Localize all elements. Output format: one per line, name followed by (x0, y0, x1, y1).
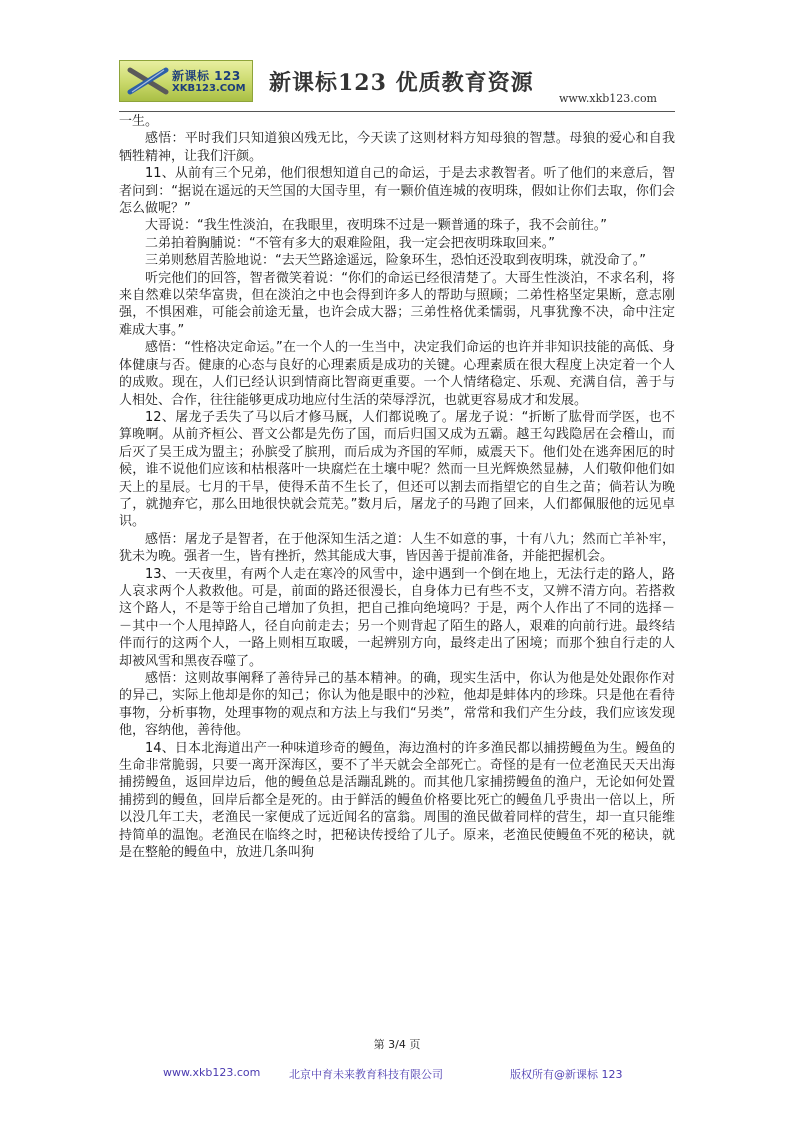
document-body (119, 113, 675, 861)
paragraph: 一生。 (119, 114, 159, 129)
paragraph: 感悟：这则故事阐释了善待异己的基本精神。的确，现实生活中，你认为他是处处跟你作对的异己，实际上他却是你的知己；你认为他是眼中的沙粒，他却是蚌体内的珍珠。只是他在看待事物，分析事物，处理事物的观点和方法上与我们“另类”，常常和我们产生分歧，我们应该发现他，容纳他，善待他。 (119, 671, 675, 739)
paragraph: 14、日本北海道出产一种味道珍奇的鳗鱼，海边渔村的许多渔民都以捕捞鳗鱼为生。鳗鱼的生命非常脆弱，只要一离开深海区，要不了半天就会全部死亡。奇怪的是有一位老渔民天天出海捕捞鳗鱼，返回岸边后，他的鳗鱼总是活蹦乱跳的。而其他几家捕捞鳗鱼的渔户，无论如何处置捕捞到的鳗鱼，回岸后都全是死的。由于鲜活的鳗鱼价格要比死亡的鳗鱼几乎贵出一倍以上，所以没几年工夫，老渔民一家便成了远近闻名的富翁。周围的渔民做着同样的营生，却一直只能维持简单的温饱。老渔民在临终之时，把秘诀传授给了儿子。原来，老渔民使鳗鱼不死的秘诀，就是在整舱的鳗鱼中，放进几条叫狗 (119, 740, 675, 861)
paragraph: 三弟则愁眉苦脸地说：“去天竺路途遥远，险象环生，恐怕还没取到夜明珠，就没命了。” (145, 253, 646, 269)
paragraph: 感悟：“性格决定命运。”在一个人的一生当中，决定我们命运的也许并非知识技能的高低、身体健康与否。健康的心态与良好的心理素质是成功的关键。心理素质在很大程度上决定着一个人的成败。现在，人们已经认识到情商比智商更重要。一个人情绪稳定、乐观、充满自信，善于与人相处、合作，往往能够更成功地应付生活的荣辱浮沉，也就更容易成才和发展。 (119, 340, 675, 408)
header-title: 新课标123 优质教育资源 (269, 70, 534, 96)
paragraph: 11、从前有三个兄弟，他们很想知道自己的命运，于是去求教智者。听了他们的来意后，智者问到：“据说在遥远的天竺国的大国寺里，有一颗价值连城的夜明珠，假如让你们去取，你们会怎么做呢？” (119, 166, 675, 217)
paragraph: 听完他们的回答，智者微笑着说：“你们的命运已经很清楚了。大哥生性淡泊，不求名利，将来自然难以荣华富贵，但在淡泊之中也会得到许多人的帮助与照顾；二弟性格坚定果断，意志刚强，不惧困难，可能会前途无量，也许会成大器；三弟性格优柔懦弱，凡事犹豫不决，命中注定难成大事。” (119, 270, 675, 338)
paragraph: 二弟拍着胸脯说：“不管有多大的艰难险阻，我一定会把夜明珠取回来。” (145, 235, 555, 251)
page-header (119, 58, 675, 110)
paragraph: 13、一天夜里，有两个人走在寒冷的风雪中，途中遇到一个倒在地上，无法行走的路人，路人哀求两个人救救他。可是，前面的路还很漫长，自身体力已有些不支，又辨不清方向。若搭救这个路人，不是等于给自己增加了负担，把自己推向绝境吗？于是，两个人作出了不同的选择－－其中一个人甩掉路人，径自向前走去；另一个则背起了陌生的路人，艰难的向前行进。最终结伴而行的这两个人，一路上则相互取暖，一起辨别方向，最终走出了困境；而那个独自行走的人却被风雪和黑夜吞噬了。 (119, 566, 675, 669)
site-logo[interactable] (119, 60, 253, 102)
header-url[interactable]: www.xkb123.com (558, 92, 657, 105)
paragraph: 大哥说：“我生性淡泊，在我眼里，夜明珠不过是一颗普通的珠子，我不会前往。” (145, 218, 607, 234)
paragraph: 感悟：平时我们只知道狼凶残无比，今天读了这则材料方知母狼的智慧。母狼的爱心和自我牺牲精神，让我们汗颜。 (119, 131, 675, 164)
page-number: 第 3/4 页 (373, 1038, 421, 1051)
logo-x-icon (126, 66, 170, 96)
header-divider (119, 111, 675, 112)
footer-company: 北京中育未来教育科技有限公司 (289, 1068, 443, 1081)
paragraph: 12、屠龙子丢失了马以后才修马厩，人们都说晚了。屠龙子说：“折断了肱骨而学医，也不算晚啊。从前齐桓公、晋文公都是先伤了国，而后归国又成为五霸。越王勾践隐居在会稽山，而后灭了吴王成为盟主；孙膑受了膑刑，而后成为齐国的军师，威震天下。他们处在逃奔困厄的时候，谁不说他们应该和枯根落叶一块腐烂在土壤中呢？然而一旦光辉焕然显赫，人们敬仰他们如天上的星辰。七月的干旱，使得禾苗不生长了，但还可以割去而指望它的自生之苗；倘若认为晚了，就抛弃它，那么田地很快就会荒芜。”数月后，屠龙子的马跑了回来，人们都佩服他的远见卓识。 (119, 409, 675, 530)
footer-copyright: 版权所有@新课标 123 (510, 1068, 623, 1081)
logo-chinese-text: 新课标 123 (172, 69, 241, 83)
logo-english-text: XKB123.COM (172, 83, 246, 94)
footer-url[interactable]: www.xkb123.com (163, 1066, 261, 1079)
paragraph: 感悟：屠龙子是智者，在于他深知生活之道：人生不如意的事，十有八九；然而亡羊补牢，犹未为晚。强者一生，皆有挫折，然其能成大事，皆因善于提前准备，并能把握机会。 (119, 531, 675, 565)
